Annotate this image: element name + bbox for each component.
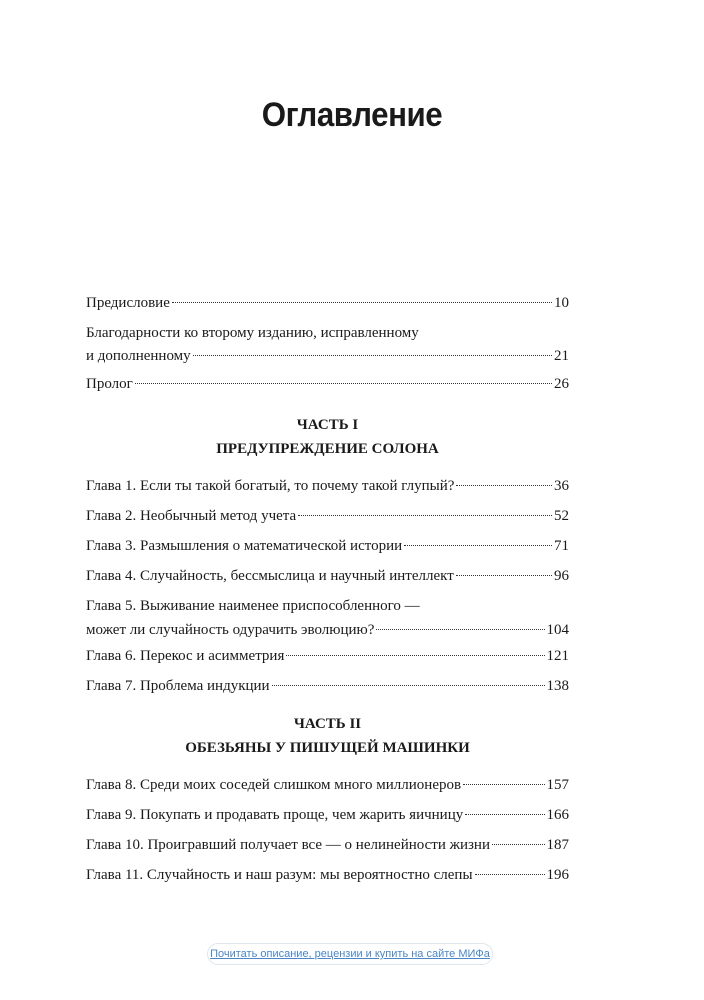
- entry-page: 52: [554, 508, 569, 524]
- dot-leader: [376, 629, 544, 630]
- entry-title: Глава 3. Размышления о математической истории: [86, 538, 403, 554]
- dot-leader: [135, 383, 552, 384]
- dot-leader: [298, 515, 552, 516]
- part-heading-1: [86, 415, 569, 460]
- entry-title: Глава 1. Если ты такой богатый, то почему такой глупый?: [86, 478, 455, 494]
- toc-entry-chapter-8[interactable]: [86, 775, 569, 795]
- toc-entry-preface[interactable]: [86, 293, 569, 313]
- dot-leader: [172, 302, 552, 303]
- dot-leader: [286, 655, 544, 656]
- toc-entry-chapter-9[interactable]: [86, 805, 569, 825]
- entry-title: Предисловие: [86, 295, 170, 311]
- entry-page: 121: [546, 648, 569, 664]
- toc-entry-acknowledgements[interactable]: [86, 323, 569, 366]
- entry-title: Глава 8. Среди моих соседей слишком много миллионеров: [86, 777, 462, 793]
- toc-entry-chapter-4[interactable]: [86, 566, 569, 586]
- toc-entry-chapter-1[interactable]: [86, 476, 569, 496]
- dot-leader: [272, 685, 545, 686]
- entry-title: Глава 6. Перекос и асимметрия: [86, 648, 285, 664]
- entry-page: 138: [546, 678, 569, 694]
- store-link[interactable]: Почитать описание, рецензии и купить на сайте МИФа: [207, 943, 493, 965]
- entry-page: 71: [554, 538, 569, 554]
- part-label: ЧАСТЬ II: [293, 716, 362, 732]
- dot-leader: [463, 784, 544, 785]
- entry-title: Глава 7. Проблема индукции: [86, 678, 270, 694]
- entry-page: 157: [546, 777, 569, 793]
- dot-leader: [456, 485, 552, 486]
- dot-leader: [404, 545, 552, 546]
- entry-title: Глава 4. Случайность, бессмыслица и научный интеллект: [86, 568, 454, 584]
- entry-page: 26: [554, 376, 569, 392]
- toc-entry-chapter-10[interactable]: [86, 835, 569, 855]
- toc-entry-chapter-3[interactable]: [86, 536, 569, 556]
- entry-title-line1: Благодарности ко второму изданию, исправленному: [86, 325, 419, 341]
- dot-leader: [456, 575, 552, 576]
- dot-leader: [465, 814, 544, 815]
- entry-page: 187: [546, 837, 569, 853]
- entry-title: Глава 11. Случайность и наш разум: мы вероятностно слепы: [86, 867, 473, 883]
- toc-entry-chapter-2[interactable]: [86, 506, 569, 526]
- part-heading-2: [86, 714, 569, 759]
- toc-entry-chapter-5[interactable]: [86, 596, 569, 640]
- entry-title: может ли случайность одурачить эволюцию?: [86, 622, 375, 638]
- toc-entry-chapter-6[interactable]: [86, 646, 569, 666]
- entry-page: 196: [546, 867, 569, 883]
- dot-leader: [193, 355, 552, 356]
- dot-leader: [492, 844, 545, 845]
- part-name: ОБЕЗЬЯНЫ У ПИШУЩЕЙ МАШИНКИ: [185, 740, 470, 756]
- entry-page: 21: [554, 348, 569, 364]
- entry-title: Глава 10. Проигравший получает все — о нелинейности жизни: [86, 837, 490, 853]
- entry-title: Глава 2. Необычный метод учета: [86, 508, 297, 524]
- page-title: Оглавление: [261, 96, 443, 134]
- entry-page: 96: [554, 568, 569, 584]
- toc-entry-chapter-7[interactable]: [86, 676, 569, 696]
- entry-page: 36: [554, 478, 569, 494]
- dot-leader: [475, 874, 545, 875]
- toc-entry-prologue[interactable]: [86, 374, 569, 394]
- toc-entry-chapter-11[interactable]: [86, 865, 569, 885]
- part-label: ЧАСТЬ I: [296, 417, 359, 433]
- entry-title: и дополненному: [86, 348, 191, 364]
- entry-title-line1: Глава 5. Выживание наименее приспособленного —: [86, 598, 420, 614]
- entry-page: 166: [546, 807, 569, 823]
- entry-page: 104: [546, 622, 569, 638]
- part-name: ПРЕДУПРЕЖДЕНИЕ СОЛОНА: [216, 441, 439, 457]
- entry-title: Глава 9. Покупать и продавать проще, чем жарить яичницу: [86, 807, 464, 823]
- entry-title: Пролог: [86, 376, 133, 392]
- entry-page: 10: [554, 295, 569, 311]
